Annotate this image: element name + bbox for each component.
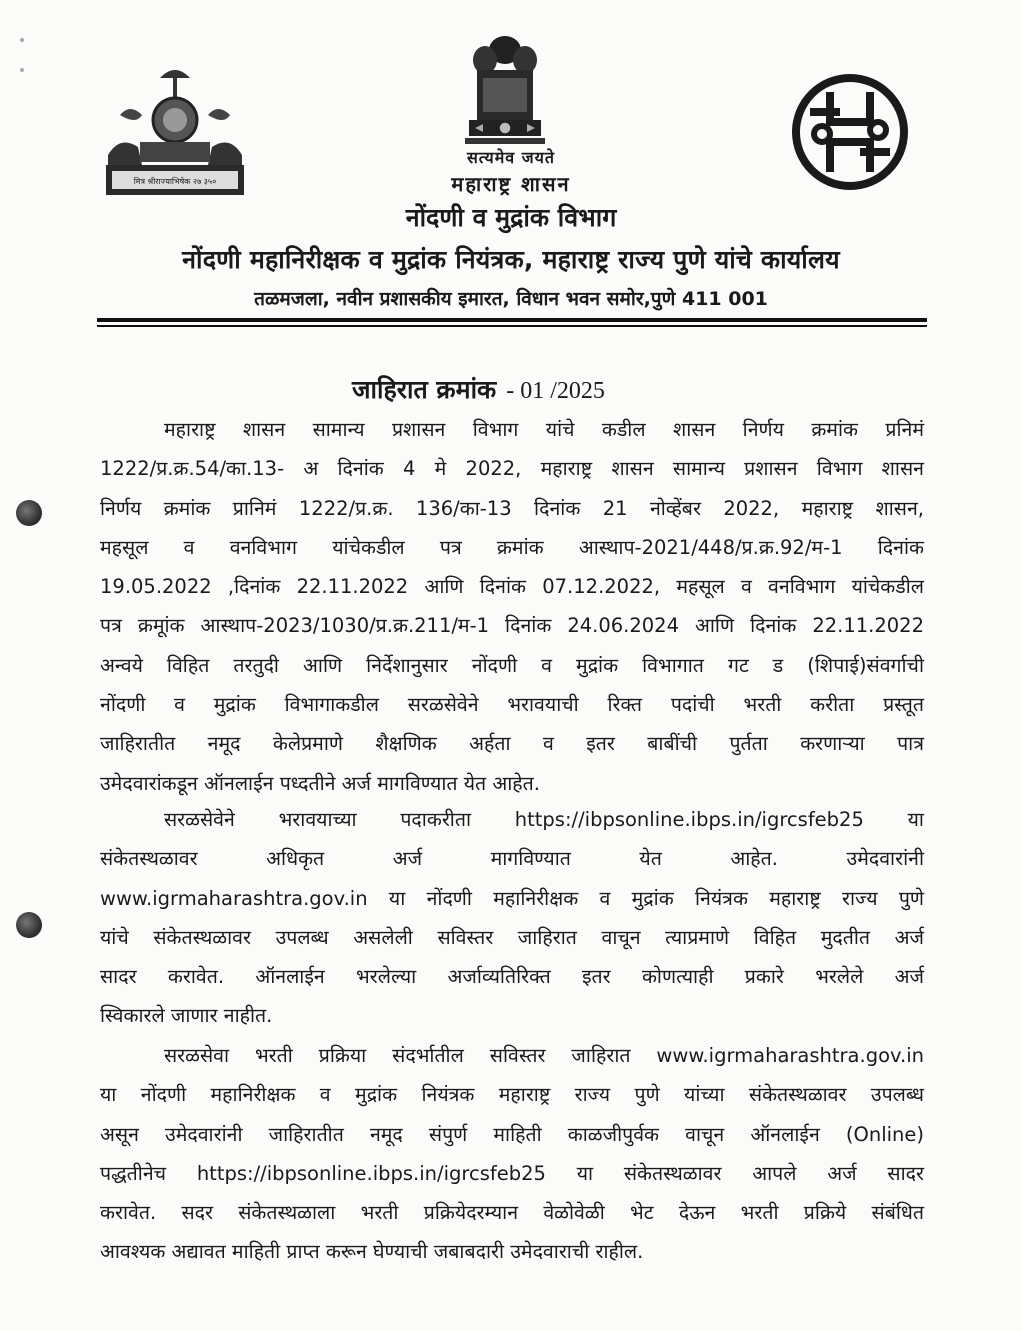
paragraph-2 [100,800,924,1036]
advertisement-label: जाहिरात क्रमांक [352,375,497,404]
office-address: तळमजला, नवीन प्रशासकीय इमारत, विधान भवन समोर,पुणे 411 001 [254,288,768,310]
punch-hole [16,500,42,526]
paragraph-3 [100,1036,924,1272]
paragraph-line: अन्वये विहित तरतुदी आणि निर्देशानुसार नोंदणी व मुद्रांक विभागात गट ड (शिपाई)संवर्गाची [100,653,924,677]
edge-mark [20,38,24,42]
header-divider [97,318,927,322]
paragraph-line: यांचे संकेतस्थळावर उपलब्ध असलेली सविस्तर जाहिरात वाचून त्याप्रमाणे विहित मुदतीत अर्ज [100,925,924,949]
paragraph-line: पद्धतीनेच https://ibpsonline.ibps.in/igrcsfeb25 या संकेतस्थळावर आपले अर्ज सादर [100,1161,924,1185]
paragraph-line: नोंदणी व मुद्रांक विभागाकडील सरळसेवेने भरावयाची रिक्त पदांची भरती करीता प्रस्तूत [100,693,924,717]
svg-text:मित्र श्रीराज्याभिषेक २७ ३५०: मित्र श्रीराज्याभिषेक २७ ३५० [133,177,217,186]
office-title: नोंदणी महानिरीक्षक व मुद्रांक नियंत्रक, महाराष्ट्र राज्य पुणे यांचे कार्यालय [182,245,840,274]
department-title: नोंदणी व मुद्रांक विभाग [405,203,617,232]
paragraph-line: असून उमेदवारांनी जाहिरातीत नमूद संपुर्ण माहिती काळजीपुर्वक वाचून ऑनलाईन (Online) [100,1122,924,1146]
paragraph-line: सरळसेवा भरती प्रक्रिया संदर्भातील सविस्तर जाहिरात www.igrmaharashtra.gov.in [164,1044,924,1067]
paragraph-line: महाराष्ट्र शासन सामान्य प्रशासन विभाग यांचे कडील शासन निर्णय क्रमांक प्रनिमं [164,418,924,441]
paragraph-line: स्विकारले जाणार नाहीत. [100,1004,273,1028]
paragraph-line: 1222/प्र.क्र.54/का.13- अ दिनांक 4 मे 2022, महाराष्ट्र शासन सामान्य प्रशासन विभाग शासन [100,457,924,481]
paragraph-line: उमेदवारांकडून ऑनलाईन पध्दतीने अर्ज मागविण्यात येत आहेत. [100,771,540,795]
paragraph-line: www.igrmaharashtra.gov.in या नोंदणी महानिरीक्षक व मुद्रांक नियंत्रक महाराष्ट्र राज्य पुणे [100,886,924,910]
paragraph-line: महसूल व वनविभाग यांचेकडील पत्र क्रमांक आस्थाप-2021/448/प्र.क्र.92/म-1 दिनांक [100,535,924,559]
paragraph-line: जाहिरातीत नमूद केलेप्रमाणे शैक्षणिक अर्हता व इतर बाबींची पुर्तता करणाऱ्या पात्र [100,732,924,756]
paragraph-line: करावेत. सदर संकेतस्थळाला भरती प्रक्रियेदरम्यान वेळोवेळी भेट देऊन भरती प्रक्रिये संबंधित [100,1201,924,1225]
motto: सत्यमेव जयते [466,148,556,167]
advertisement-number: - 01 /2025 [506,378,605,404]
paragraph-line: 19.05.2022 ,दिनांक 22.11.2022 आणि दिनांक 07.12.2022, महसूल व वनविभाग यांचेकडील [100,575,924,599]
advertisement-title [352,372,605,406]
paragraph-line: पत्र क्रमूांक आस्थाप-2023/1030/प्र.क्र.211/म-1 दिनांक 24.06.2024 आणि दिनांक 22.11.2022 [100,614,924,638]
header-divider-thin [97,325,927,327]
paragraph-line: संकेतस्थळावर अधिकृत अर्ज मागविण्यात येत आहेत. उमेदवारांनी [100,847,924,871]
paragraph-line: निर्णय क्रमांक प्रानिमं 1222/प्र.क्र. 136/का-13 दिनांक 21 नोव्हेंबर 2022, महाराष्ट्र शासन, [100,496,924,520]
paragraph-line: आवश्यक अद्यावत माहिती प्राप्त करून घेण्याची जबाबदारी उमेदवाराची राहील. [100,1240,644,1264]
paragraph-line: या नोंदणी महानिरीक्षक व मुद्रांक नियंत्रक महाराष्ट्र राज्य पुणे यांच्या संकेतस्थळावर उपलब्ध [100,1083,924,1107]
edge-mark [20,68,24,72]
paragraph-1 [100,410,924,803]
department-logo-icon [790,72,910,192]
government-name: महाराष्ट्र शासन [451,172,571,196]
punch-hole [16,912,42,938]
paragraph-line: सरळसेवेने भरावयाच्या पदाकरीता https://ibpsonline.ibps.in/igrcsfeb25 या [164,808,924,831]
national-emblem-icon [455,28,555,158]
paragraph-line: सादर करावेत. ऑनलाईन भरलेल्या अर्जाव्यतिरिक्त इतर कोणत्याही प्रकारे भरलेले अर्ज [100,965,924,989]
